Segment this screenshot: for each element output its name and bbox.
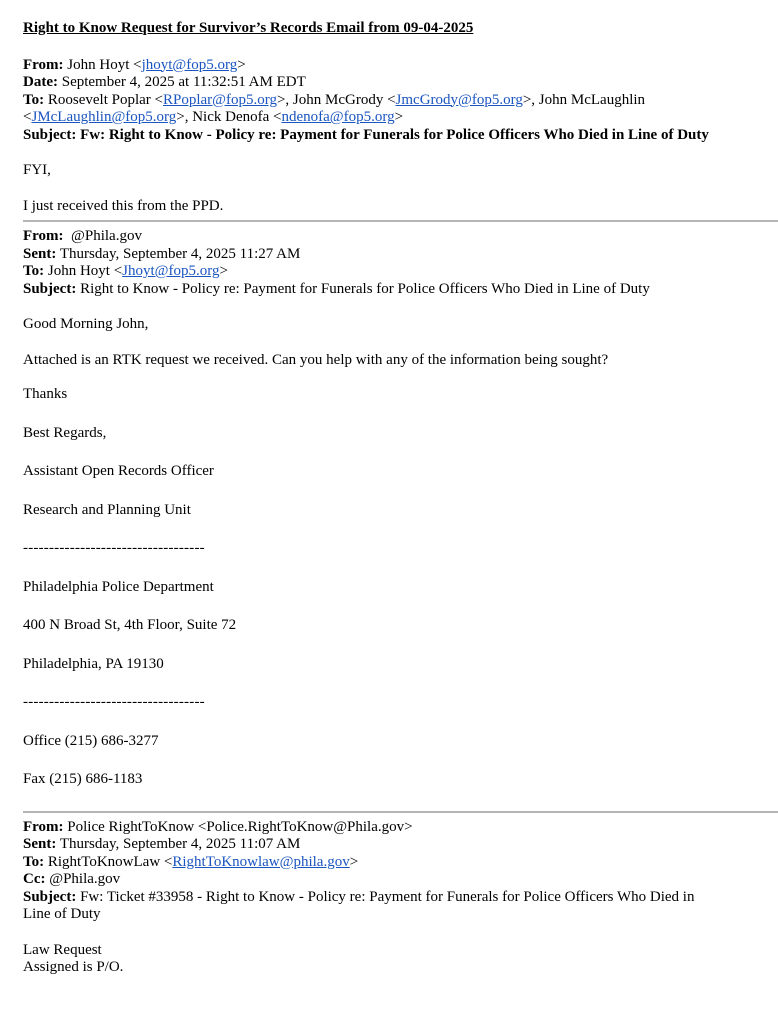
to-name: John Hoyt < [47,263,123,279]
to-label: To: [23,853,45,870]
subject-value: Right to Know - Policy re: Payment for Funerals for Police Officers Who Died in Line of Duty [80,280,650,297]
to-name: Roosevelt Poplar < [47,91,163,108]
to-close: > [394,109,404,125]
sent-value: Thursday, September 4, 2025 11:07 AM [59,836,301,852]
date-label: Date: [23,74,58,90]
cc-label: Cc: [23,871,46,887]
email-2-greeting: Good Morning John, [23,316,149,332]
to-email-link[interactable]: RightToKnowlaw@phila.gov [172,853,350,870]
cc-value: @Phila.gov [49,871,121,887]
signature-unit: Research and Planning Unit [23,501,191,518]
signature-department: Philadelphia Police Department [23,578,214,595]
email-3-body-line: Assigned is P/O. [23,959,124,975]
email-2-regards: Best Regards, [23,424,107,441]
to-email-link[interactable]: RPoplar@fop5.org [163,91,277,108]
to-name: >, John McLaughlin [522,91,646,108]
to-close: > [349,853,359,870]
subject-value: Fw: Right to Know - Policy re: Payment for Funerals for Police Officers Who Died in Line of Duty [80,126,709,143]
email-1-subject [23,127,778,145]
from-close: > [237,56,246,73]
to-label: To: [23,91,45,108]
to-email-link[interactable]: Jhoyt@fop5.org [122,263,220,279]
from-name: John Hoyt < [67,56,142,73]
email-3-to [23,854,778,872]
to-email-link[interactable]: JMcLaughlin@fop5.org [31,109,177,125]
subject-label: Subject: [23,280,77,297]
subject-value: Fw: Ticket #33958 - Right to Know - Policy re: Payment for Funerals for Police Officers Who Died in Line of Duty [23,888,695,922]
signature-divider: ----------------------------------- [23,540,205,556]
email-2-to [23,263,778,281]
from-value: @Phila.gov [71,228,142,244]
email-2-sent [23,246,778,264]
sent-label: Sent: [23,245,57,262]
subject-label: Subject: [23,126,77,143]
to-email-link[interactable]: ndenofa@fop5.org [281,109,395,125]
to-open: < [23,109,32,125]
email-2 [23,228,778,789]
from-label: From: [23,818,64,835]
email-2-subject [23,281,778,299]
email-1-from [23,57,778,75]
from-email-link[interactable]: jhoyt@fop5.org [141,56,238,73]
signature-fax: Fax (215) 686-1183 [23,771,143,787]
from-value: Police RightToKnow <Police.RightToKnow@Phila.gov> [67,818,413,835]
to-label: To: [23,263,45,279]
to-email-link[interactable]: JmcGrody@fop5.org [395,91,523,108]
signature-address: 400 N Broad St, 4th Floor, Suite 72 [23,617,237,633]
email-3 [23,819,778,977]
email-1-body-line: FYI, [23,162,51,178]
to-close: > [219,263,228,279]
date-value: September 4, 2025 at 11:32:51 AM EDT [61,74,306,90]
email-3-from [23,819,778,837]
to-name: >, Nick Denofa < [176,109,282,125]
sent-value: Thursday, September 4, 2025 11:27 AM [59,245,301,262]
email-3-subject [23,889,723,924]
email-2-thanks: Thanks [23,386,68,402]
email-1-date [23,74,778,92]
email-3-body-line: Law Request [23,941,102,958]
document-title: Right to Know Request for Survivor’s Records Email from 09-04-2025 [23,20,474,36]
signature-city: Philadelphia, PA 19130 [23,655,164,672]
email-1 [23,57,778,216]
signature-divider: ----------------------------------- [23,694,205,710]
sent-label: Sent: [23,836,57,852]
subject-label: Subject: [23,888,77,905]
email-1-to [23,92,778,127]
signature-title: Assistant Open Records Officer [23,463,214,479]
email-2-from [23,228,778,246]
from-label: From: [23,56,64,73]
email-3-sent [23,836,778,854]
email-2-body: Attached is an RTK request we received. Can you help with any of the information being sought? [23,351,609,368]
email-1-body-line: I just received this from the PPD. [23,197,224,214]
email-3-cc [23,871,778,889]
to-name: >, John McGrody < [276,91,396,108]
from-label: From: [23,228,64,244]
signature-office-phone: Office (215) 686-3277 [23,732,159,749]
to-name: RightToKnowLaw < [47,853,173,870]
